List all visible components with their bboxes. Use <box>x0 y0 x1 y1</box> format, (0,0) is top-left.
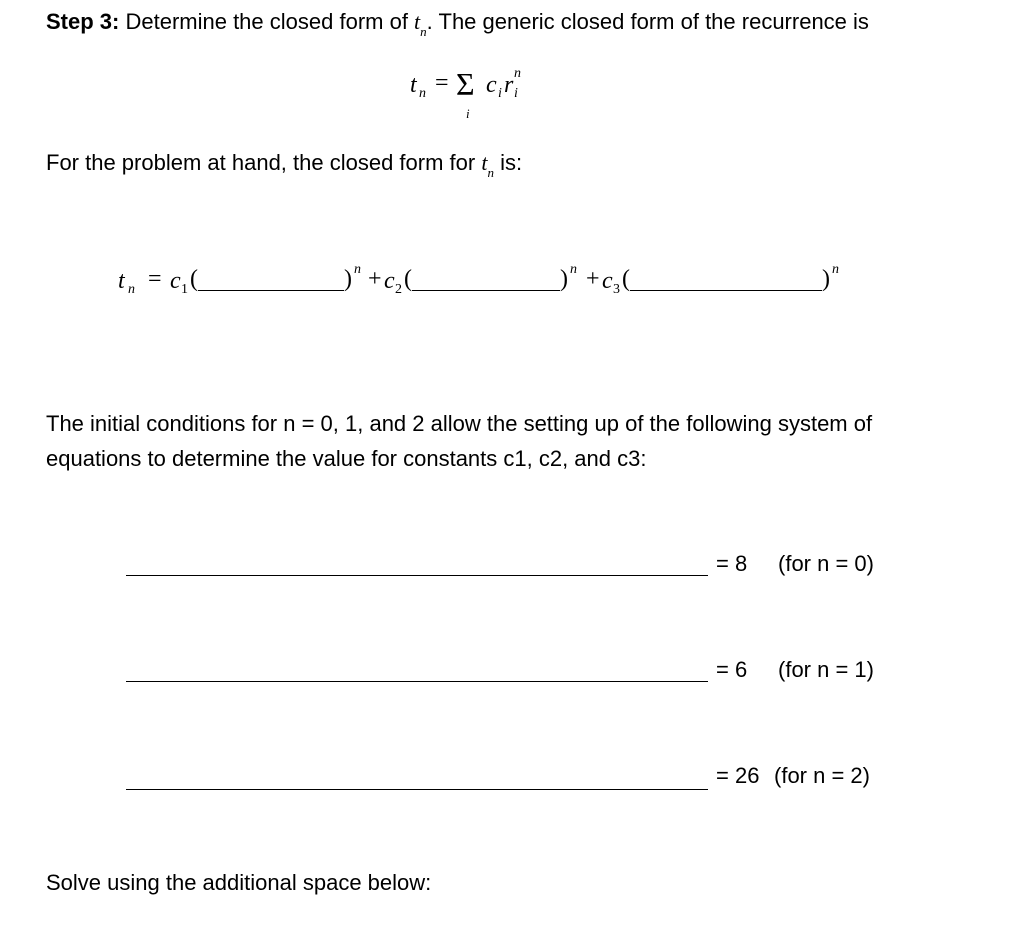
term3-open-paren: ( <box>622 266 630 292</box>
term3-blank[interactable] <box>630 290 822 291</box>
problem-text-before: For the problem at hand, the closed form for <box>46 150 482 175</box>
term1-coef: c <box>170 268 181 294</box>
step-heading <box>46 9 869 38</box>
initial-conditions-line2: equations to determine the value for constants c1, c2, and c3: <box>46 446 647 471</box>
equation2-blank[interactable] <box>126 681 708 682</box>
term2-coef-sub: 2 <box>395 282 402 297</box>
closed-equals: = <box>148 266 162 292</box>
problem-var-t: t <box>481 150 488 175</box>
step-text-before: Determine the closed form of <box>119 9 415 34</box>
step-var-t: t <box>414 9 421 34</box>
equation1-value: = 8 <box>716 551 748 576</box>
equation1-blank[interactable] <box>126 575 708 576</box>
equation1-condition: (for n = 0) <box>778 551 874 576</box>
generic-r: r <box>504 72 514 98</box>
closed-form-equation <box>118 262 858 302</box>
term3-plus: + <box>586 266 600 292</box>
step-text-after: . The generic closed form of the recurrence is <box>426 9 869 34</box>
term3-coef: c <box>602 268 613 294</box>
closed-lhs-t: t <box>118 268 125 294</box>
generic-formula <box>408 66 568 126</box>
generic-r-sup: n <box>514 66 521 81</box>
equation3-value: = 26 <box>716 763 760 788</box>
generic-r-sub: i <box>514 86 518 101</box>
equation3-blank[interactable] <box>126 789 708 790</box>
generic-equals: = <box>435 70 449 96</box>
sigma-symbol: Σ <box>456 66 475 102</box>
problem-var-n: n <box>487 165 494 180</box>
term2-coef: c <box>384 268 395 294</box>
generic-lhs-n: n <box>419 86 426 101</box>
term2-plus: + <box>368 266 382 292</box>
generic-c-sub: i <box>498 86 502 101</box>
term3-close-paren: ) <box>822 266 830 292</box>
equation2-value: = 6 <box>716 657 748 682</box>
generic-lhs-t: t <box>410 72 417 98</box>
term1-exp: n <box>354 262 361 277</box>
generic-c: c <box>486 72 497 98</box>
solve-instruction: Solve using the additional space below: <box>46 870 432 895</box>
term1-coef-sub: 1 <box>181 282 188 297</box>
problem-line <box>46 150 522 179</box>
equation2-condition: (for n = 1) <box>778 657 874 682</box>
closed-lhs-n: n <box>128 282 135 297</box>
initial-conditions-line1: The initial conditions for n = 0, 1, and 2 allow the setting up of the following system of <box>46 411 873 436</box>
term1-open-paren: ( <box>190 266 198 292</box>
term3-coef-sub: 3 <box>613 282 620 297</box>
step-var-n: n <box>420 24 427 39</box>
term2-blank[interactable] <box>412 290 560 291</box>
term2-exp: n <box>570 262 577 277</box>
step-label: Step 3: <box>46 9 120 34</box>
sigma-index: i <box>466 106 470 121</box>
term3-exp: n <box>832 262 839 277</box>
term1-close-paren: ) <box>344 266 352 292</box>
term2-open-paren: ( <box>404 266 412 292</box>
term1-blank[interactable] <box>198 290 344 291</box>
problem-text-after: is: <box>493 150 523 175</box>
term2-close-paren: ) <box>560 266 568 292</box>
equation3-condition: (for n = 2) <box>774 763 870 788</box>
